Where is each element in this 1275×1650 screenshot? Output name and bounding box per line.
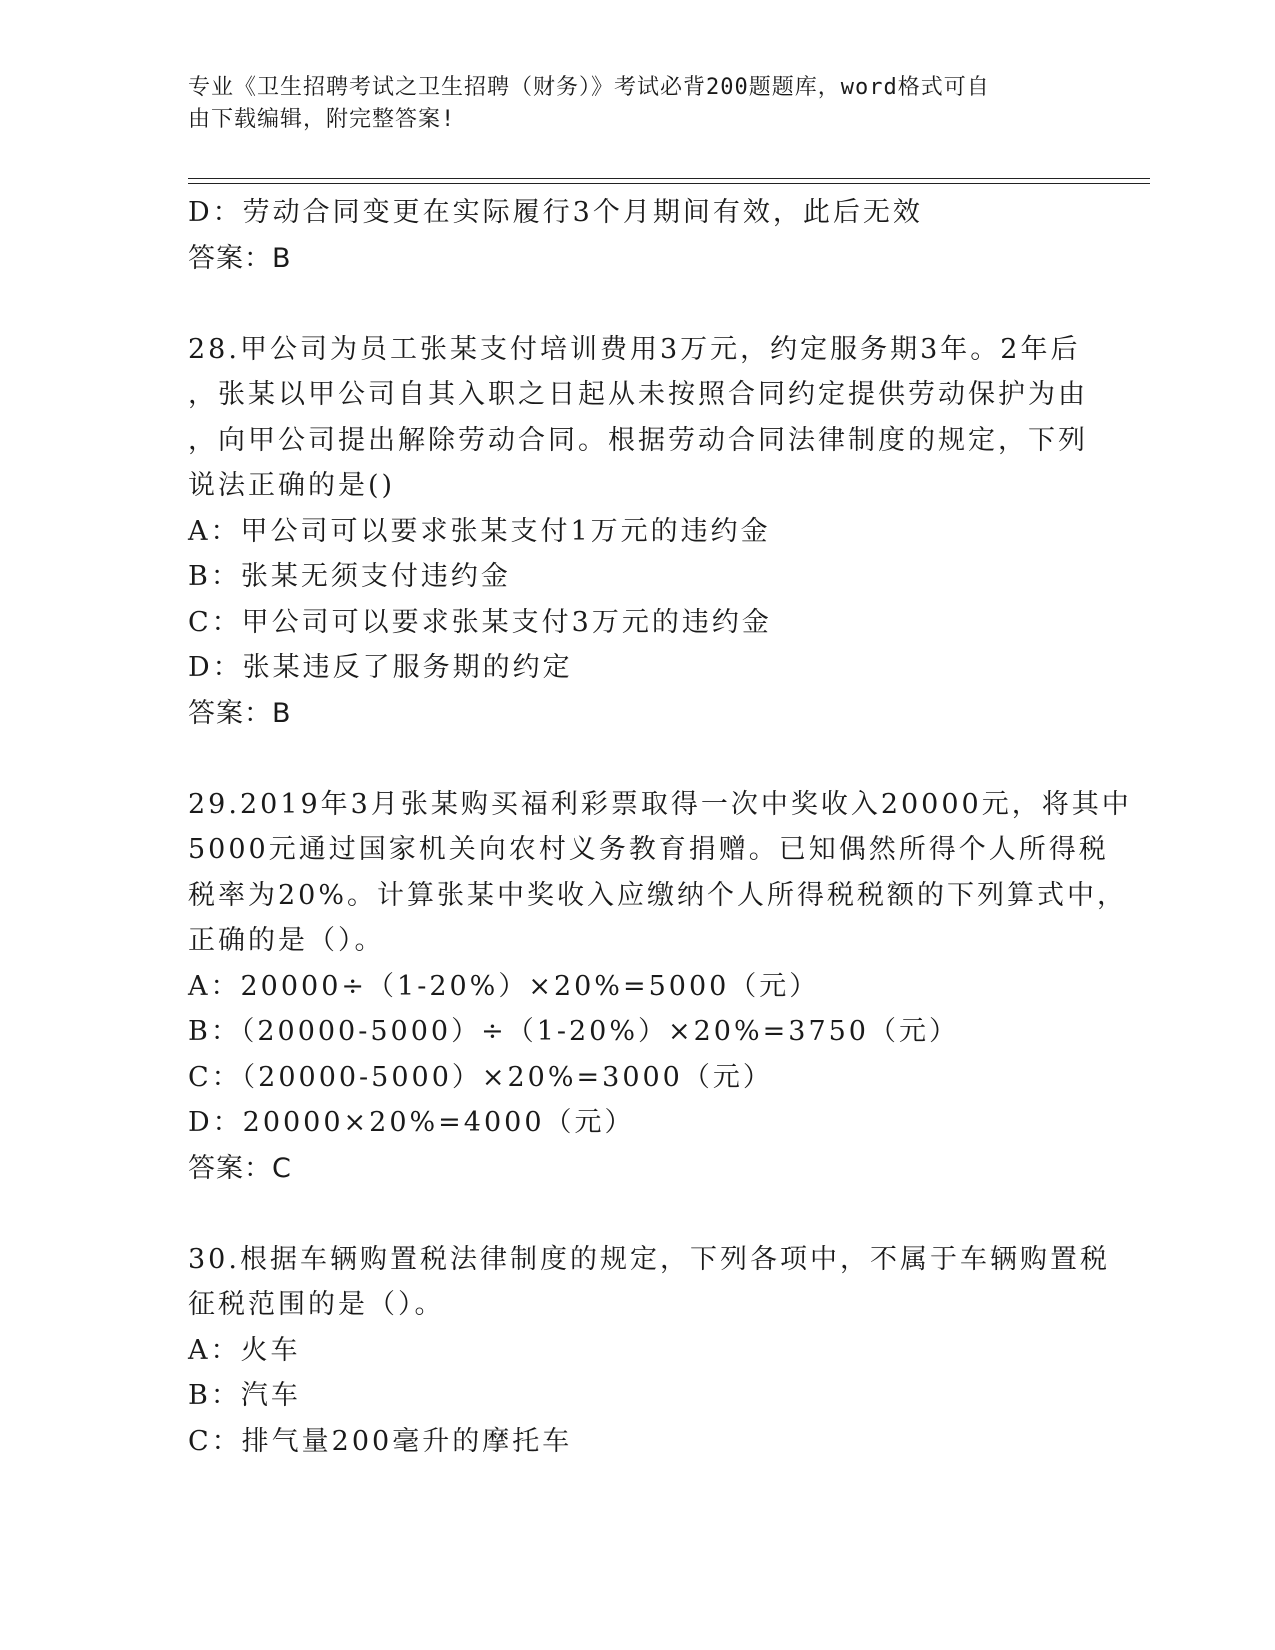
option-line: C：排气量200毫升的摩托车	[188, 1425, 573, 1457]
question-block	[188, 190, 1088, 281]
header-line-1: 专业《卫生招聘考试之卫生招聘（财务）》考试必背200题题库，word格式可自	[188, 75, 990, 100]
spacer	[188, 736, 1088, 782]
question-block	[188, 1237, 1110, 1465]
header-rule-top	[188, 178, 1150, 179]
spacer	[188, 1191, 1088, 1237]
option-line: B：汽车	[188, 1380, 301, 1411]
question-line: 说法正确的是()	[188, 470, 396, 501]
answer-line: 答案：B	[188, 242, 292, 274]
option-line: A：甲公司可以要求张某支付1万元的违约金	[188, 515, 771, 547]
question-block	[188, 782, 1132, 1192]
answer-line: 答案：C	[188, 1152, 292, 1184]
option-line: D：劳动合同变更在实际履行3个月期间有效，此后无效	[188, 197, 923, 228]
question-line: 28.甲公司为员工张某支付培训费用3万元，约定服务期3年。2年后	[188, 333, 1081, 365]
question-line: ，张某以甲公司自其入职之日起从未按照合同约定提供劳动保护为由	[188, 379, 1088, 410]
document-body	[188, 190, 1132, 1464]
option-line: D：20000×20%=4000（元）	[188, 1107, 635, 1138]
question-line: 30.根据车辆购置税法律制度的规定，下列各项中，不属于车辆购置税	[188, 1243, 1110, 1275]
option-line: D：张某违反了服务期的约定	[188, 652, 573, 683]
question-line: 征税范围的是（）。	[188, 1289, 445, 1320]
option-line: A：20000÷（1-20%）×20%=5000（元）	[188, 970, 820, 1002]
spacer	[188, 281, 1088, 327]
option-line: C：甲公司可以要求张某支付3万元的违约金	[188, 606, 772, 638]
question-line: ，向甲公司提出解除劳动合同。根据劳动合同法律制度的规定，下列	[188, 424, 1088, 456]
option-line: A：火车	[188, 1334, 301, 1366]
header-line-2: 由下载编辑，附完整答案!	[188, 107, 456, 132]
header-rule-bottom	[188, 183, 1150, 184]
option-line: C：（20000-5000）×20%=3000（元）	[188, 1061, 773, 1093]
option-line: B：（20000-5000）÷（1-20%）×20%=3750（元）	[188, 1016, 959, 1047]
answer-line: 答案：B	[188, 697, 292, 729]
question-line: 正确的是（）。	[188, 925, 385, 956]
question-line: 税率为20%。计算张某中奖收入应缴纳个人所得税税额的下列算式中，	[188, 879, 1128, 911]
question-line: 5000元通过国家机关向农村义务教育捐赠。已知偶然所得个人所得税	[188, 834, 1109, 865]
option-line: B：张某无须支付违约金	[188, 561, 511, 592]
question-block	[188, 327, 1088, 737]
question-line: 29.2019年3月张某购买福利彩票取得一次中奖收入20000元，将其中	[188, 788, 1132, 820]
document-header	[188, 72, 1068, 136]
